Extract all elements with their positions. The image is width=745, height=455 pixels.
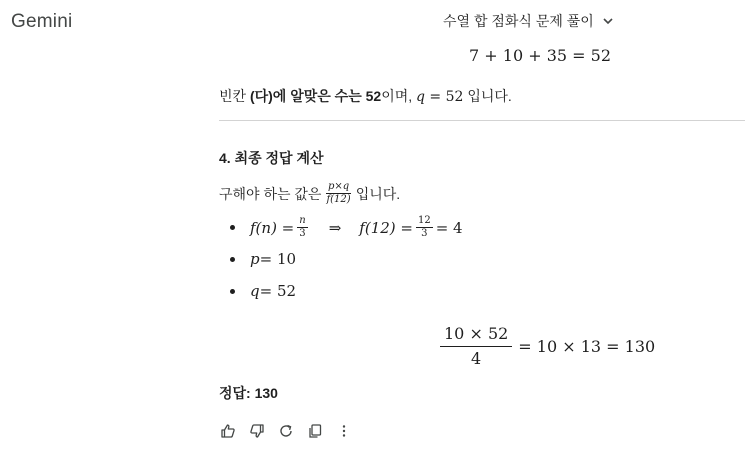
section-heading: 4. 최종 정답 계산 xyxy=(219,150,324,166)
copy-button[interactable] xyxy=(306,422,323,439)
list-item: f(n) = $\frac{n}{3}$ ⇒ f(12) = $\frac{12}{3}$ = 4 xyxy=(230,216,463,239)
thumbs-down-icon xyxy=(249,423,265,439)
conversation-title-dropdown[interactable] xyxy=(443,11,614,31)
target-fraction: $\frac{p\times q}{f(12)}$ xyxy=(326,181,351,205)
final-answer: 정답: 130 xyxy=(219,385,278,401)
top-equation: 7 + 10 + 35 = 52 xyxy=(469,46,611,65)
thumbs-down-button[interactable] xyxy=(248,422,265,439)
chevron-down-icon xyxy=(602,15,614,27)
more-vert-icon xyxy=(336,423,352,439)
final-equation: $\frac{10 \times 52}{4}$ = 10 × 13 = 130 xyxy=(440,326,655,367)
list-item: p = 10 xyxy=(230,250,296,268)
copy-icon xyxy=(307,423,323,439)
regenerate-button[interactable] xyxy=(277,422,294,439)
more-options-button[interactable] xyxy=(335,422,352,439)
thumbs-up-icon xyxy=(220,423,236,439)
list-item: q = 52 xyxy=(230,282,296,300)
section-divider xyxy=(219,120,745,121)
response-actions xyxy=(219,422,352,439)
app-logo[interactable]: Gemini xyxy=(11,11,73,32)
conversation-title: 수열 합 점화식 문제 풀이 xyxy=(443,13,594,29)
regenerate-icon xyxy=(278,423,294,439)
target-value-line: 구해야 하는 값은 $\frac{p\times q}{f(12)}$ 입니다. xyxy=(219,181,401,205)
thumbs-up-button[interactable] xyxy=(219,422,236,439)
blank-answer-line: 빈칸 (다)에 알맞은 수는 52이며, q = 52 입니다. xyxy=(219,88,512,105)
